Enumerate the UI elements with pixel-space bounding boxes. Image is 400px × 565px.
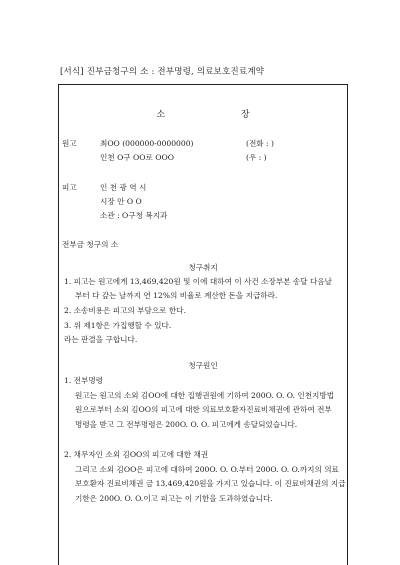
section-2-line: 보호환자 진료비채권 금 13,469,420원을 가지고 있습니다. 이 진료비채권의 지급 xyxy=(75,479,346,488)
plaintiff-name: 최OO (000000-0000000) xyxy=(100,139,194,148)
defendant-line1: 인 천 광 역 시 xyxy=(100,183,147,192)
section-2-line: 그리고 소외 김OO은 피고에 대하여 200O. O. O.부터 200O. O. O.까지의 의료 xyxy=(75,465,339,474)
claim-purpose-closing: 라는 판결을 구합니다. xyxy=(64,335,138,344)
defendant-line3: 소관 : O구청 복지과 xyxy=(100,211,168,220)
section-2-title: 2. 채무자인 소외 김OO의 피고에 대한 채권 xyxy=(64,450,209,459)
title-char-2: 장 xyxy=(240,110,250,120)
case-name: 전부금 청구의 소 xyxy=(62,240,119,249)
defendant-label: 피고 xyxy=(62,183,77,192)
section-2-line: 기한은 200O. O. O.이고 피고는 이 기한을 도과하였습니다. xyxy=(75,494,273,503)
plaintiff-address: 인천 O구 OO로 OOO xyxy=(100,153,174,162)
section-1-line: 원고는 원고의 소외 김OO에 대한 집행권원에 기하여 200O. O. O. 인천지방법 xyxy=(75,391,335,400)
form-caption: [서식] 진부금청구의 소 : 전부명령, 의료보호진료계약 xyxy=(60,67,265,77)
claim-purpose-item: 1. 피고는 원고에게 13,469,420원 및 이에 대하여 이 사건 소장부본 송달 다음날 xyxy=(64,277,332,286)
section-1-line: 원으로부터 소외 김OO의 피고에 대한 의료보호환자진료비채권에 관하여 전부 xyxy=(75,405,332,414)
section-1-title: 1. 전부명령 xyxy=(64,376,104,385)
claim-purpose-heading: 청구취지 xyxy=(188,263,218,272)
defendant-line2: 시장 안 O O xyxy=(100,197,142,206)
section-1-line: 명령을 받고 그 전부명령은 200O. O. O. 피고에게 송달되었습니다. xyxy=(75,420,298,429)
claim-cause-heading: 청구원인 xyxy=(188,361,218,370)
plaintiff-postal: (우 : ) xyxy=(246,153,267,162)
document-title xyxy=(60,107,346,120)
claim-purpose-item: 부터 다 갚는 날까지 연 12%의 비율로 계산한 돈을 지급하라. xyxy=(75,291,278,300)
title-char-1: 소 xyxy=(156,110,166,120)
plaintiff-label: 원고 xyxy=(62,139,77,148)
claim-purpose-item: 3. 위 제1항은 가집행할 수 있다. xyxy=(64,321,172,330)
plaintiff-phone: (전화 : ) xyxy=(246,139,274,148)
claim-purpose-item: 2. 소송비용은 피고의 부담으로 한다. xyxy=(64,306,187,315)
